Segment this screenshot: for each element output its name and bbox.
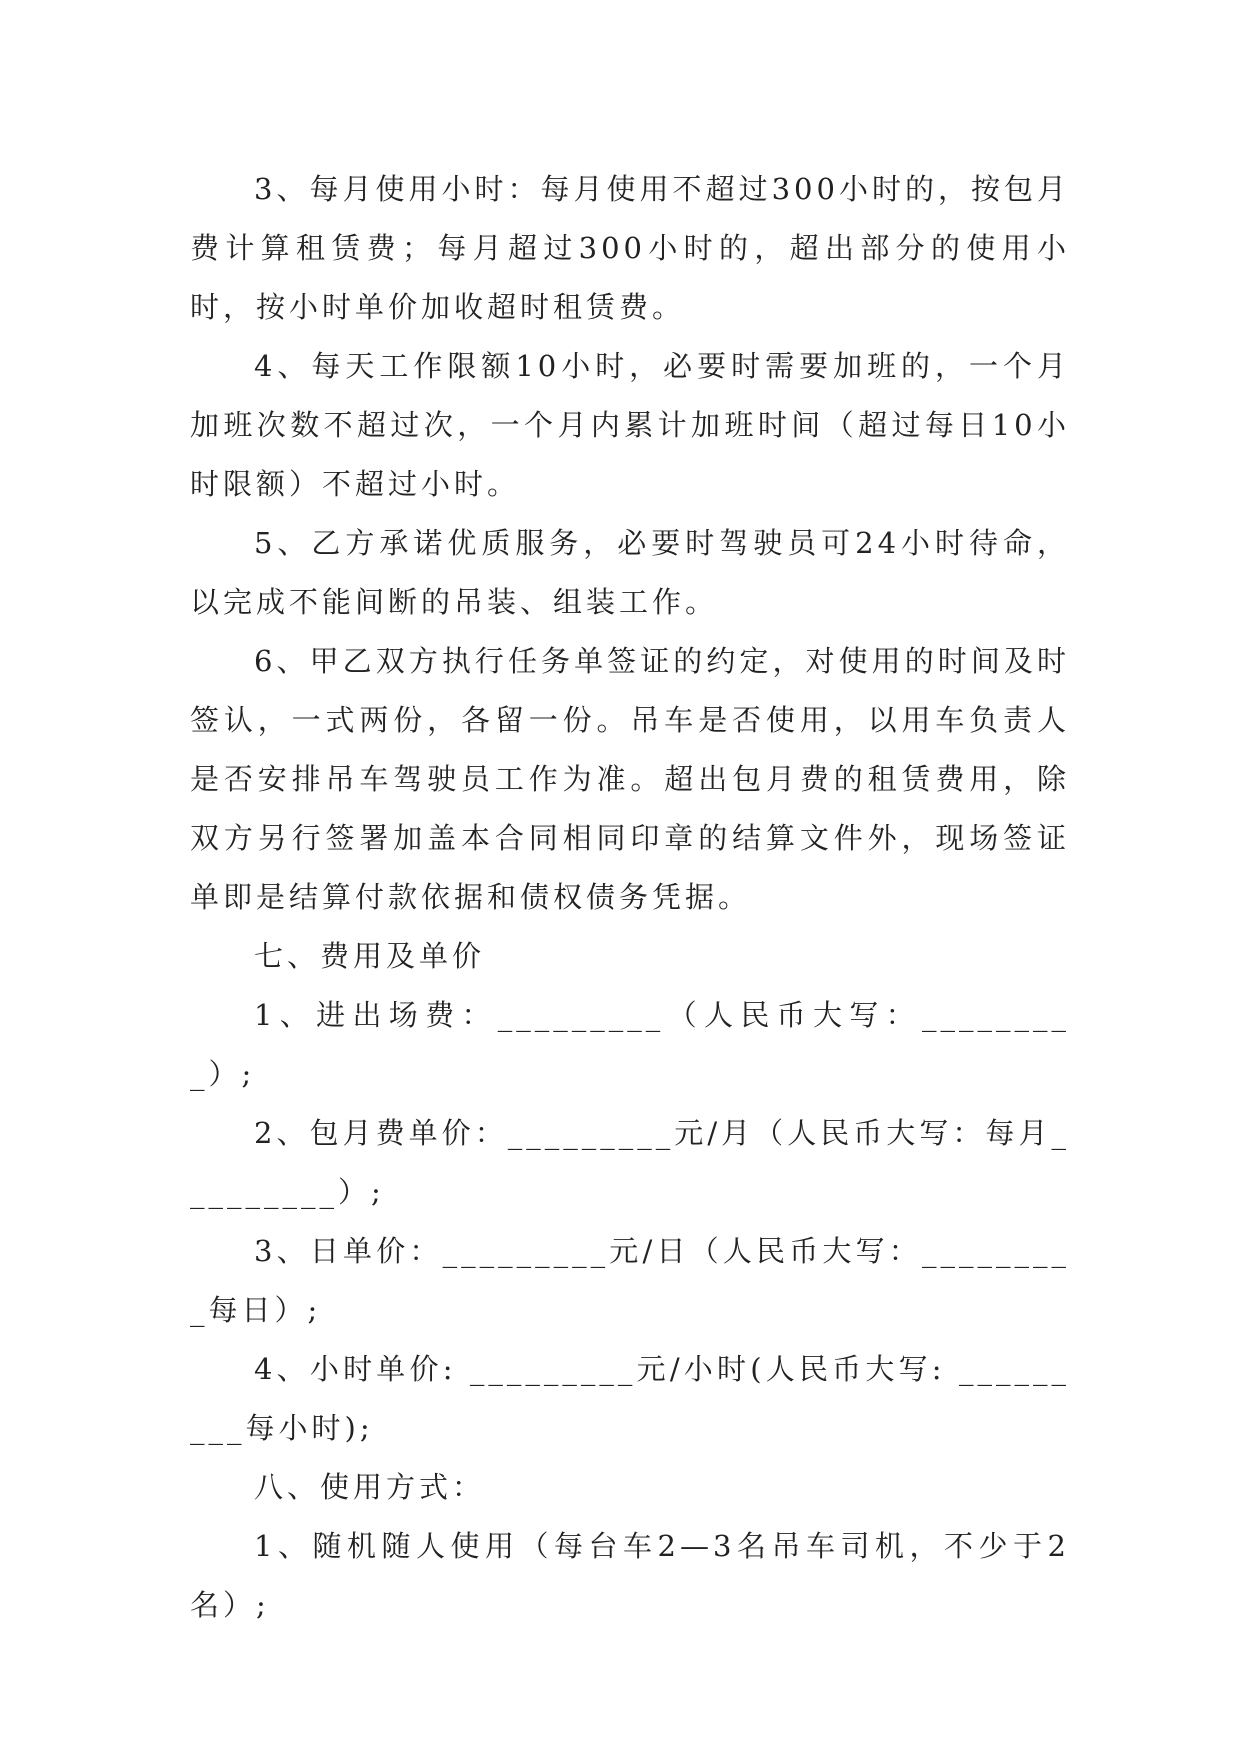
paragraph-text: 2、包月费单价：_________元/月（人民币大写：每月_________）; (190, 1116, 1070, 1209)
paragraph-monthly-hours (190, 160, 1070, 337)
paragraph-daily-limit (190, 337, 1070, 514)
document-body (190, 160, 1070, 1635)
paragraph-text: 3、每月使用小时：每月使用不超过300小时的，按包月费计算租赁费；每月超过300小时的，超出部分的使用小时，按小时单价加收超时租赁费。 (190, 172, 1070, 324)
paragraph-text: 4、小时单价: _________元/小时(人民币大写: _________每小时); (190, 1352, 1070, 1445)
paragraph-service-promise (190, 514, 1070, 632)
paragraph-text: 4、每天工作限额10小时，必要时需要加班的，一个月加班次数不超过次，一个月内累计加班时间（超过每日10小时限额）不超过小时。 (190, 349, 1070, 501)
section-heading-fees (190, 927, 1070, 986)
paragraph-text: 6、甲乙双方执行任务单签证的约定，对使用的时间及时签认，一式两份，各留一份。吊车是否使用，以用车负责人是否安排吊车驾驶员工作为准。超出包月费的租赁费用，除双方另行签署加盖本合同相同印章的结算文件外，现场签证单即是结算付款依据和债权债务凭据。 (190, 644, 1070, 914)
paragraph-text: 1、进出场费：_________（人民币大写：_________）; (190, 998, 1070, 1091)
paragraph-usage-method (190, 1517, 1070, 1635)
paragraph-visa-agreement (190, 632, 1070, 927)
paragraph-daily-price (190, 1222, 1070, 1340)
paragraph-text: 1、随机随人使用（每台车2—3名吊车司机，不少于2名）; (190, 1529, 1070, 1622)
heading-text: 七、费用及单价 (254, 939, 486, 973)
paragraph-monthly-price (190, 1104, 1070, 1222)
heading-text: 八、使用方式： (254, 1470, 486, 1504)
section-heading-usage (190, 1458, 1070, 1517)
paragraph-entry-fee (190, 986, 1070, 1104)
paragraph-text: 5、乙方承诺优质服务，必要时驾驶员可24小时待命，以完成不能间断的吊装、组装工作。 (190, 526, 1070, 619)
paragraph-text: 3、日单价：_________元/日（人民币大写：_________每日）; (190, 1234, 1070, 1327)
paragraph-hourly-price (190, 1340, 1070, 1458)
